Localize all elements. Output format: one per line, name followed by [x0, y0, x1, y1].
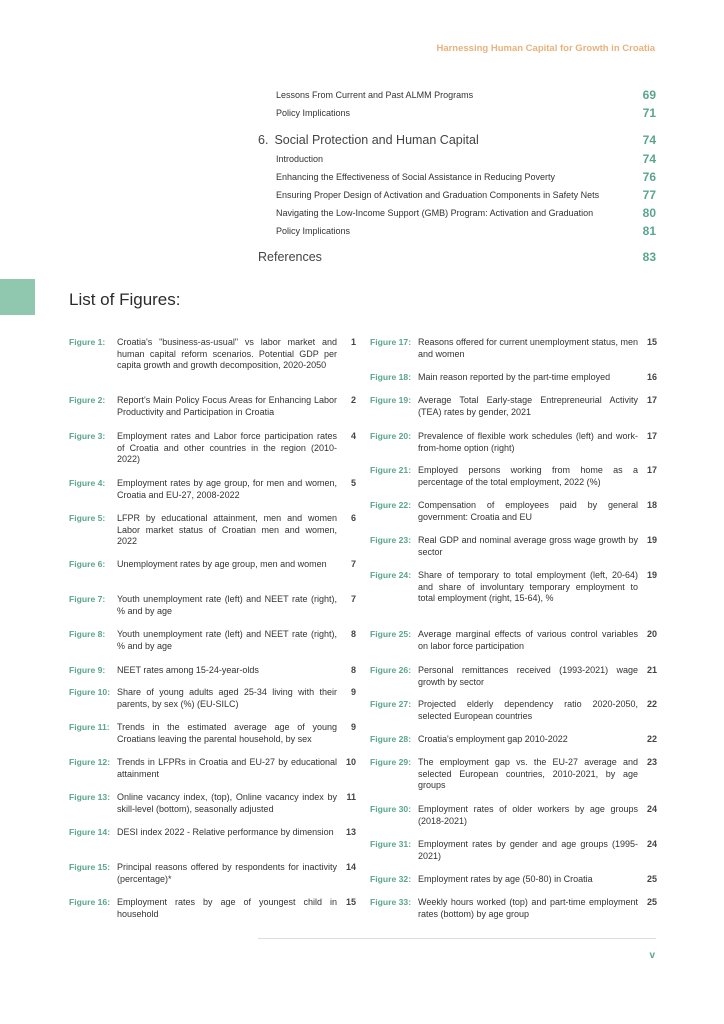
figure-entry[interactable] [69, 337, 356, 372]
figure-entry[interactable] [370, 804, 657, 827]
toc-item[interactable] [258, 86, 656, 104]
figure-page: 8 [350, 665, 356, 675]
figure-label: Figure 17: [370, 337, 412, 347]
toc-chapter-title: Social Protection and Human Capital [274, 133, 479, 147]
figure-entry[interactable] [370, 500, 657, 523]
figure-caption: Prevalence of flexible work schedules (left) and work-from-home option (right) [418, 431, 638, 453]
toc-chapter-page: 74 [642, 133, 656, 147]
figure-caption: Croatia's employment gap 2010-2022 [418, 734, 568, 744]
figure-label: Figure 18: [370, 372, 412, 382]
figure-entry[interactable] [69, 559, 356, 571]
figure-entry[interactable] [69, 897, 356, 920]
figure-page: 6 [350, 513, 356, 523]
figure-entry[interactable] [69, 792, 356, 815]
figure-page: 22 [646, 734, 657, 744]
figure-label: Figure 22: [370, 500, 412, 510]
figure-entry[interactable] [69, 757, 356, 780]
toc-item-page: 76 [642, 170, 656, 184]
figure-page: 25 [646, 874, 657, 884]
figure-page: 20 [646, 629, 657, 639]
toc-item-label: Ensuring Proper Design of Activation and Graduation Components in Safety Nets [276, 190, 600, 200]
figure-caption: Real GDP and nominal average gross wage growth by sector [418, 535, 638, 557]
figure-caption: Employment rates by gender and age groups (1995-2021) [418, 839, 638, 861]
figure-caption: NEET rates among 15-24-year-olds [117, 665, 259, 675]
figure-page: 15 [646, 337, 657, 347]
figure-page: 13 [345, 827, 356, 837]
toc-chapter[interactable] [258, 130, 656, 150]
figure-label: Figure 24: [370, 570, 412, 580]
figure-entry[interactable] [370, 629, 657, 652]
figure-entry[interactable] [370, 874, 657, 886]
toc-item-label: Enhancing the Effectiveness of Social Assistance in Reducing Poverty [276, 172, 555, 182]
figure-page: 7 [350, 559, 356, 569]
figure-label: Figure 25: [370, 629, 412, 639]
figure-caption: Share of temporary to total employment (left, 20-64) and share of involuntary temporary employment to total employment (right, 15-64), % [418, 570, 638, 604]
footer-divider [258, 938, 656, 939]
figure-label: Figure 7: [69, 594, 106, 604]
section-tab-marker [0, 279, 35, 315]
figure-label: Figure 12: [69, 757, 111, 767]
figure-caption: Employment rates and Labor force participation rates of Croatia and other countries in the region (2010-2022) [117, 431, 337, 465]
figure-label: Figure 2: [69, 395, 106, 405]
figure-caption: Reasons offered for current unemployment status, men and women [418, 337, 638, 359]
figure-label: Figure 28: [370, 734, 412, 744]
figure-page: 18 [646, 500, 657, 510]
figure-page: 24 [646, 804, 657, 814]
figure-page: 2 [350, 395, 356, 405]
figure-label: Figure 14: [69, 827, 111, 837]
figure-caption: Principal reasons offered by respondents for inactivity (percentage)* [117, 862, 337, 884]
figure-page: 17 [646, 431, 657, 441]
figure-entry[interactable] [69, 862, 356, 885]
toc-item[interactable] [258, 204, 656, 222]
figure-entry[interactable] [69, 478, 356, 501]
figure-page: 15 [345, 897, 356, 907]
figure-caption: Youth unemployment rate (left) and NEET rate (right), % and by age [117, 594, 337, 616]
figure-caption: Employed persons working from home as a percentage of the total employment, 2022 (%) [418, 465, 638, 487]
figure-label: Figure 13: [69, 792, 111, 802]
figure-label: Figure 33: [370, 897, 412, 907]
toc-chapter-label [258, 133, 479, 147]
toc-item-label: Navigating the Low-Income Support (GMB) Program: Activation and Graduation [276, 208, 594, 218]
figure-entry[interactable] [69, 629, 356, 652]
toc-item-label: Introduction [276, 154, 324, 164]
figure-entry[interactable] [370, 337, 657, 360]
figure-page: 1 [350, 337, 356, 347]
toc-item-page: 71 [642, 106, 656, 120]
figure-entry[interactable] [370, 897, 657, 920]
figure-label: Figure 5: [69, 513, 106, 523]
figure-page: 7 [350, 594, 356, 604]
figure-entry[interactable] [370, 535, 657, 558]
figure-caption: Employment rates of older workers by age groups (2018-2021) [418, 804, 638, 826]
figure-label: Figure 3: [69, 431, 106, 441]
figure-entry[interactable] [370, 395, 657, 418]
figure-label: Figure 8: [69, 629, 106, 639]
figure-entry[interactable] [69, 827, 356, 839]
figure-page: 17 [646, 395, 657, 405]
toc-item-page: 74 [642, 152, 656, 166]
toc-item-page: 80 [642, 206, 656, 220]
figure-label: Figure 9: [69, 665, 106, 675]
figure-page: 16 [646, 372, 657, 382]
figure-caption: The employment gap vs. the EU-27 average and selected European countries, 2010-2021, by age groups [418, 757, 638, 791]
figure-label: Figure 1: [69, 337, 106, 347]
figure-page: 9 [350, 687, 356, 697]
page-number: v [649, 950, 655, 961]
toc-references-label: References [258, 250, 322, 264]
figure-label: Figure 29: [370, 757, 412, 767]
toc-item-page: 77 [642, 188, 656, 202]
figure-caption: Employment rates by age of youngest child in household [117, 897, 337, 919]
toc-item[interactable] [258, 168, 656, 186]
figure-label: Figure 4: [69, 478, 106, 488]
figure-caption: Employment rates by age group, for men and women, Croatia and EU-27, 2008-2022 [117, 478, 337, 500]
figure-page: 5 [350, 478, 356, 488]
figure-entry[interactable] [370, 465, 657, 488]
figure-page: 11 [346, 792, 356, 802]
figure-page: 22 [646, 699, 657, 709]
figure-page: 19 [646, 570, 657, 580]
figure-caption: Online vacancy index, (top), Online vacancy index by skill-level (bottom), seasonally adjusted [117, 792, 337, 814]
figure-entry[interactable] [370, 372, 657, 384]
figure-label: Figure 20: [370, 431, 412, 441]
figure-caption: Weekly hours worked (top) and part-time employment rates (bottom) by age group [418, 897, 638, 919]
toc-chapter-number: 6. [258, 133, 269, 147]
figure-label: Figure 32: [370, 874, 412, 884]
figure-entry[interactable] [69, 722, 356, 745]
figure-page: 24 [646, 839, 657, 849]
figure-entry[interactable] [69, 687, 356, 710]
figure-entry[interactable] [370, 839, 657, 862]
toc-item-label: Policy Implications [276, 226, 351, 236]
toc-item-page: 81 [642, 224, 656, 238]
figure-page: 19 [646, 535, 657, 545]
toc-item-label: Policy Implications [276, 108, 351, 118]
figure-entry[interactable] [370, 665, 657, 688]
running-header: Harnessing Human Capital for Growth in Croatia [436, 43, 655, 54]
figure-caption: Compensation of employees paid by general government: Croatia and EU [418, 500, 638, 522]
figure-caption: Share of young adults aged 25-34 living with their parents, by sex (%) (EU-SILC) [117, 687, 337, 709]
figure-caption: Report's Main Policy Focus Areas for Enhancing Labor Productivity and Participation in Croatia [117, 395, 337, 417]
toc-item-page: 69 [642, 88, 656, 102]
figure-page: 9 [350, 722, 356, 732]
figure-caption: LFPR by educational attainment, men and women Labor market status of Croatian men and women, 2022 [117, 513, 337, 547]
figure-label: Figure 31: [370, 839, 412, 849]
figure-caption: Personal remittances received (1993-2021) wage growth by sector [418, 665, 638, 687]
figure-page: 17 [646, 465, 657, 475]
figure-label: Figure 21: [370, 465, 412, 475]
toc-item-label: Lessons From Current and Past ALMM Programs [276, 90, 474, 100]
figure-page: 23 [646, 757, 657, 767]
figure-label: Figure 27: [370, 699, 412, 709]
toc-references-page: 83 [642, 250, 656, 264]
figure-page: 10 [345, 757, 356, 767]
figure-entry[interactable] [370, 734, 657, 746]
figure-label: Figure 23: [370, 535, 412, 545]
figure-label: Figure 11: [69, 722, 110, 732]
figure-caption: Croatia's "business-as-usual" vs labor market and human capital reform scenarios. Potential GDP per capita growth and growth decomposition, 2020-2050 [117, 337, 337, 371]
figure-label: Figure 19: [370, 395, 412, 405]
figure-entry[interactable] [69, 513, 356, 548]
figure-label: Figure 10: [69, 687, 111, 697]
figure-entry[interactable] [69, 395, 356, 418]
figure-entry[interactable] [370, 431, 657, 454]
figure-page: 14 [345, 862, 356, 872]
list-of-figures-title: List of Figures: [69, 290, 181, 309]
figure-caption: Trends in the estimated average age of young Croatians leaving the parental household, by sex [117, 722, 337, 744]
figure-label: Figure 6: [69, 559, 106, 569]
figure-label: Figure 30: [370, 804, 412, 814]
toc-continuation [258, 86, 656, 267]
figure-entry[interactable] [370, 699, 657, 722]
figure-page: 8 [350, 629, 356, 639]
figure-caption: Main reason reported by the part-time employed [418, 372, 611, 382]
figure-label: Figure 15: [69, 862, 111, 872]
figure-caption: Trends in LFPRs in Croatia and EU-27 by educational attainment [117, 757, 337, 779]
figure-entry[interactable] [370, 570, 657, 605]
figure-caption: Average marginal effects of various control variables on labor force participation [418, 629, 638, 651]
figure-page: 25 [646, 897, 657, 907]
figure-caption: DESI index 2022 - Relative performance by dimension [117, 827, 334, 837]
figure-entry[interactable] [370, 757, 657, 792]
figure-entry[interactable] [69, 431, 356, 466]
figure-caption: Youth unemployment rate (left) and NEET rate (right), % and by age [117, 629, 337, 651]
figure-caption: Employment rates by age (50-80) in Croatia [418, 874, 593, 884]
figure-entry[interactable] [69, 594, 356, 617]
toc-item[interactable] [258, 222, 656, 240]
toc-references[interactable] [258, 247, 656, 267]
figure-caption: Average Total Early-stage Entrepreneurial Activity (TEA) rates by gender, 2021 [418, 395, 638, 417]
figure-page: 21 [646, 665, 657, 675]
figure-caption: Projected elderly dependency ratio 2020-2050, selected European countries [418, 699, 638, 721]
figure-label: Figure 16: [69, 897, 111, 907]
figure-page: 4 [350, 431, 356, 441]
figure-label: Figure 26: [370, 665, 412, 675]
toc-item[interactable] [258, 186, 656, 204]
figure-entry[interactable] [69, 665, 356, 677]
toc-item[interactable] [258, 104, 656, 122]
figure-caption: Unemployment rates by age group, men and women [117, 559, 327, 569]
toc-item[interactable] [258, 150, 656, 168]
